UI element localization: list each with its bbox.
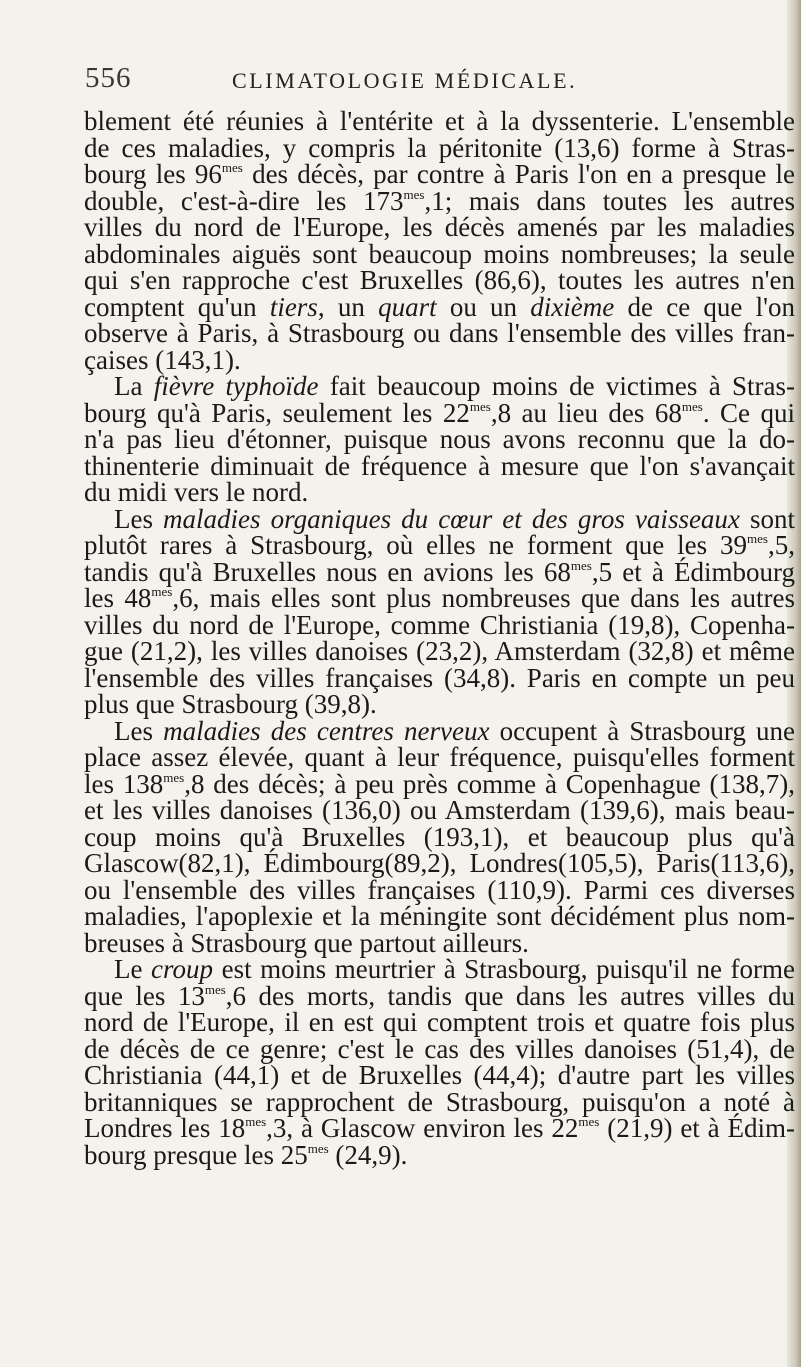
text-line: n'a pas lieu d'étonner, puisque nous avons reconnu que la do- <box>84 424 795 454</box>
text-line: maladies, l'apoplexie et la méningite sont décidément plus nom- <box>84 901 795 931</box>
text-line: place assez élevée, quant à leur fréquence, puisqu'elles forment <box>84 742 795 772</box>
text-line: nord de l'Europe, il en est qui comptent trois et quatre fois plus <box>84 1007 795 1037</box>
text-line: qui s'en rapproche c'est Bruxelles (86,6), toutes les autres n'en <box>84 265 795 295</box>
text-line: Christiania (44,1) et de Bruxelles (44,4); d'autre part les villes <box>84 1060 795 1090</box>
text-line: de ces maladies, y compris la péritonite (13,6) forme à Stras- <box>84 132 795 163</box>
text-line: les $48^{mes},6$, mais elles sont plus nombreuses que dans les autres <box>84 583 795 613</box>
text-line: bourg presque les $25^{mes}$ (24,9). <box>84 1139 408 1170</box>
running-head: CLIMATOLOGIE MÉDICALE. <box>232 68 578 93</box>
page-header <box>0 62 801 102</box>
text-line: du midi vers le nord. <box>84 477 309 507</box>
text-line: et les villes danoises (136,0) ou Amsterdam (139,6), mais beau- <box>84 795 795 825</box>
text-line: double, c'est-à-dire les $173^{mes},1$; mais dans toutes les autres <box>84 185 795 216</box>
text-line: blement été réunies à l'entérite et à la dyssenterie. L'ensemble <box>84 106 795 136</box>
text-line: villes du nord de l'Europe, les décès amenés par les maladies <box>84 212 795 242</box>
page-number: 556 <box>85 62 132 94</box>
text-line: ou l'ensemble des villes françaises (110,9). Parmi ces diverses <box>84 874 795 905</box>
text-line: Les maladies organiques du cœur et des gros vaisseaux sont <box>114 503 795 534</box>
text-line: tandis qu'à Bruxelles nous en avions les $68^{mes},5$ et à Édimbourg <box>84 556 795 587</box>
text-line: coup moins qu'à Bruxelles (193,1), et beaucoup plus qu'à <box>84 821 795 852</box>
text-line: plutôt rares à Strasbourg, où elles ne forment que les $39^{mes},5$, <box>84 530 795 560</box>
text-line: abdominales aiguës sont beaucoup moins nombreuses; la seule <box>84 238 795 269</box>
text-line: observe à Paris, à Strasbourg ou dans l'ensemble des villes fran- <box>84 318 795 348</box>
text-line: l'ensemble des villes françaises (34,8). Paris en compte un peu <box>84 662 795 693</box>
text-line: çaises (143,1). <box>84 344 241 375</box>
text-line: villes du nord de l'Europe, comme Christiania (19,8), Copenha- <box>84 609 795 640</box>
text-line: britanniques se rapprochent de Strasbourg, puisqu'on a noté à <box>84 1086 795 1117</box>
text-line: bourg les $96^{mes}$ des décès, par contre à Paris l'on en a presque le <box>84 159 795 189</box>
text-line: La fièvre typhoïde fait beaucoup moins de victimes à Stras- <box>114 371 795 401</box>
text-line: Londres les $18^{mes},3$, à Glascow environ les $22^{mes}$ (21,9) et à Édim- <box>84 1113 795 1143</box>
text-line: Les maladies des centres nerveux occupent à Strasbourg une <box>114 715 795 746</box>
text-line: les $138^{mes},8$ des décès; à peu près comme à Copenhague (138,7), <box>84 768 795 799</box>
text-line: breuses à Strasbourg que partout ailleurs. <box>84 927 529 958</box>
text-line: comptent qu'un tiers, un quart ou un dixième de ce que l'on <box>84 291 796 322</box>
text-line: de décès de ce genre; c'est le cas des villes danoises (51,4), de <box>84 1033 795 1064</box>
text-line: Glascow(82,1), Édimbourg(89,2), Londres(105,5), Paris(113,6), <box>84 848 795 878</box>
text-line: thinenterie diminuait de fréquence à mesure que l'on s'avançait <box>84 450 795 481</box>
text-line: gue (21,2), les villes danoises (23,2), Amsterdam (32,8) et même <box>84 636 795 666</box>
text-line: plus que Strasbourg (39,8). <box>84 689 377 719</box>
text-line: Le croup est moins meurtrier à Strasbourg, puisqu'il ne forme <box>114 954 796 984</box>
body-text <box>84 108 795 1168</box>
text-line: bourg qu'à Paris, seulement les $22^{mes},8$ au lieu des $68^{mes}$. Ce qui <box>84 397 795 428</box>
text-line: que les $13^{mes},6$ des morts, tandis que dans les autres villes du <box>84 980 795 1011</box>
